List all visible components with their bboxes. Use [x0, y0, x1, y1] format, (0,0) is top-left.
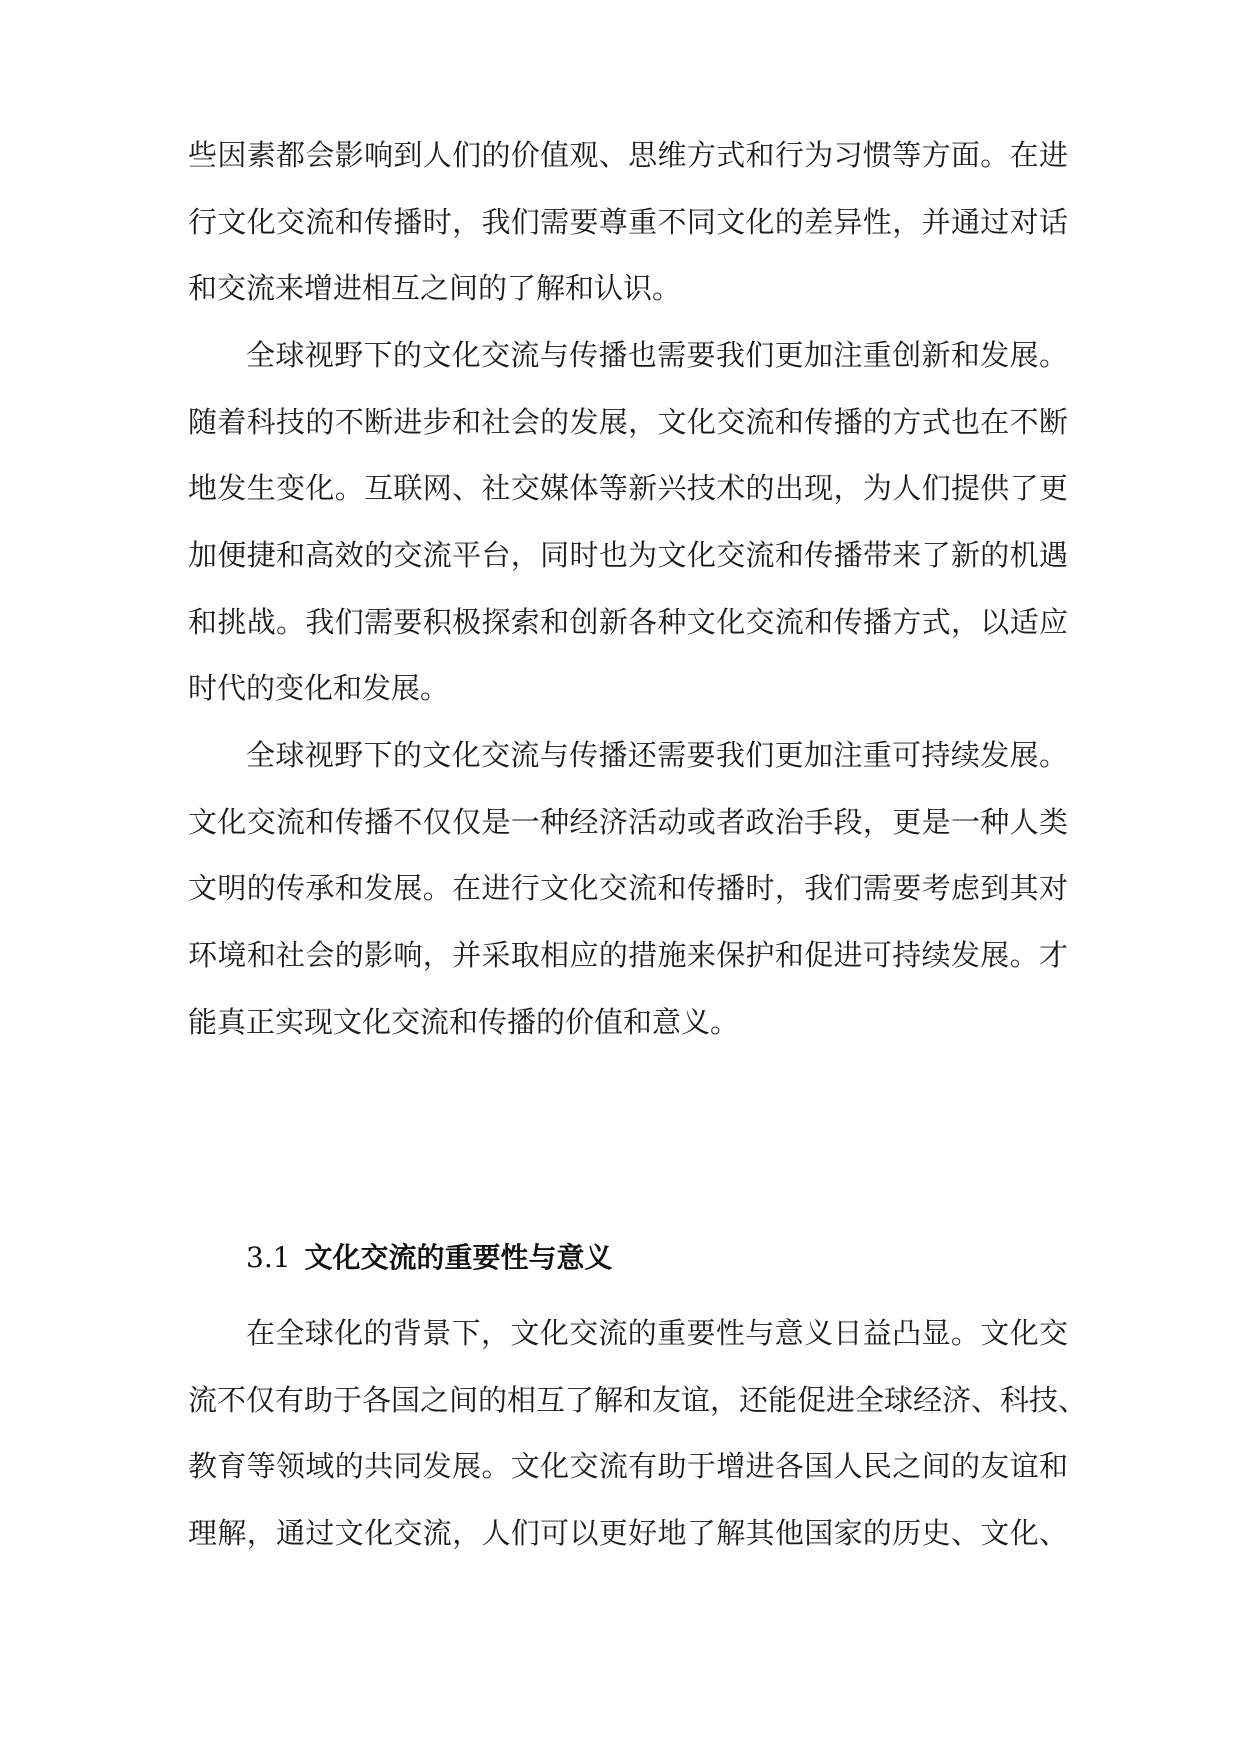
paragraph-3-line-2: 文化交流和传播不仅仅是一种经济活动或者政治手段，更是一种人类: [188, 805, 1068, 839]
paragraph-1-line-3: 和交流来增进相互之间的了解和认识。: [188, 271, 682, 305]
section-heading: [246, 1230, 613, 1286]
paragraph-2-line-1: 全球视野下的文化交流与传播也需要我们更加注重创新和发展。: [246, 338, 1068, 372]
section-paragraph-line-4: 理解，通过文化交流，人们可以更好地了解其他国家的历史、文化、: [188, 1516, 1068, 1550]
section-title: 文化交流的重要性与意义: [304, 1241, 613, 1274]
paragraph-1-line-1: 些因素都会影响到人们的价值观、思维方式和行为习惯等方面。在进: [188, 138, 1068, 172]
paragraph-1-line-2: 行文化交流和传播时，我们需要尊重不同文化的差异性，并通过对话: [188, 205, 1068, 239]
paragraph-2-line-4: 加便捷和高效的交流平台，同时也为文化交流和传播带来了新的机遇: [188, 538, 1068, 572]
paragraph-3-line-4: 环境和社会的影响，并采取相应的措施来保护和促进可持续发展。才: [188, 938, 1068, 972]
paragraph-3-line-5: 能真正实现文化交流和传播的价值和意义。: [188, 1005, 740, 1039]
section-paragraph-line-1: 在全球化的背景下，文化交流的重要性与意义日益凸显。文化交: [246, 1316, 1068, 1350]
paragraph-2-line-3: 地发生变化。互联网、社交媒体等新兴技术的出现，为人们提供了更: [188, 471, 1068, 505]
paragraph-2-line-2: 随着科技的不断进步和社会的发展，文化交流和传播的方式也在不断: [188, 405, 1068, 439]
paragraph-3-line-3: 文明的传承和发展。在进行文化交流和传播时，我们需要考虑到其对: [188, 871, 1068, 905]
paragraph-2-line-6: 时代的变化和发展。: [188, 671, 450, 705]
section-paragraph-line-3: 教育等领域的共同发展。文化交流有助于增进各国人民之间的友谊和: [188, 1449, 1068, 1483]
paragraph-3-line-1: 全球视野下的文化交流与传播还需要我们更加注重可持续发展。: [246, 738, 1068, 772]
section-number: 3.1: [246, 1241, 291, 1274]
section-paragraph-line-2: 流不仅有助于各国之间的相互了解和友谊，还能促进全球经济、科技、: [188, 1383, 1088, 1417]
paragraph-2-line-5: 和挑战。我们需要积极探索和创新各种文化交流和传播方式，以适应: [188, 605, 1068, 639]
